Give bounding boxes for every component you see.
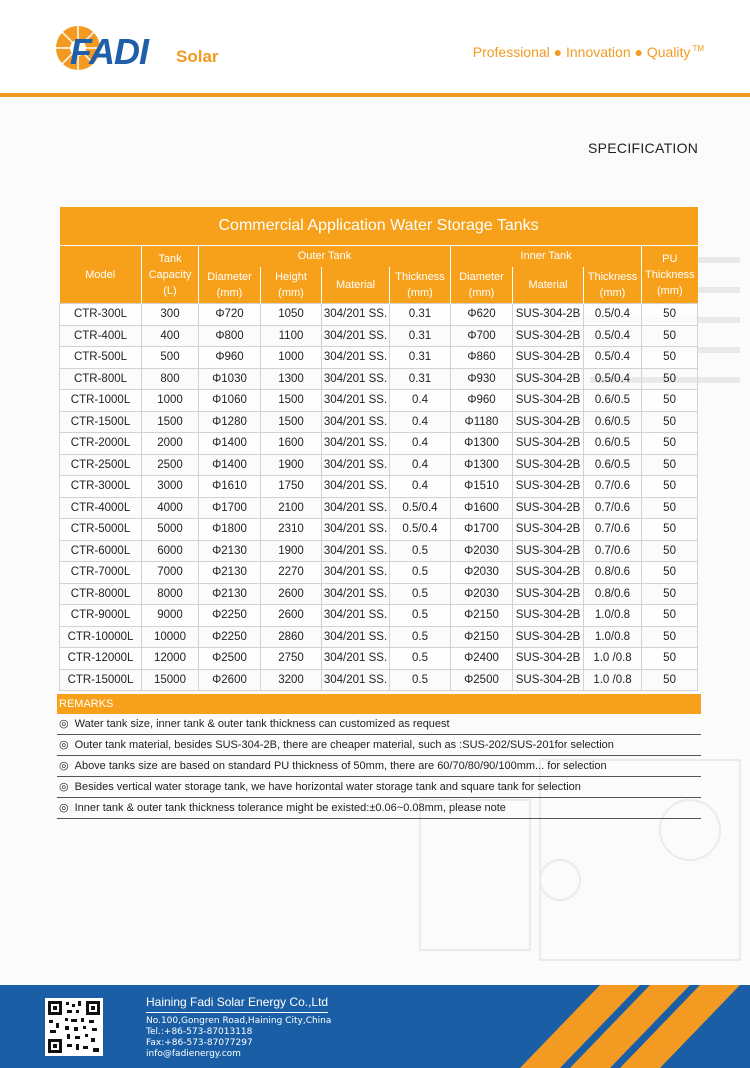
cell-pu-thickness: 50: [642, 562, 698, 584]
header-inner-diameter-label: Diameter: [459, 270, 504, 283]
cell-inner-diameter: Φ1180: [451, 411, 513, 433]
cell-inner-thickness: 0.7/0.6: [584, 476, 642, 498]
footer-company-name: Haining Fadi Solar Energy Co.,Ltd: [146, 995, 329, 1009]
cell-pu-thickness: 50: [642, 648, 698, 670]
cell-outer-material: 304/201 SS.: [322, 411, 390, 433]
cell-inner-material: SUS-304-2B: [513, 626, 584, 648]
cell-model: CTR-500L: [60, 347, 142, 369]
cell-inner-material: SUS-304-2B: [513, 605, 584, 627]
table-row: [60, 626, 698, 648]
cell-outer-diameter: Φ800: [199, 325, 261, 347]
cell-outer-material: 304/201 SS.: [322, 433, 390, 455]
logo-brand-sub: Solar: [176, 47, 219, 66]
cell-outer-diameter: Φ960: [199, 347, 261, 369]
remark-item: [57, 798, 701, 819]
cell-outer-diameter: Φ1400: [199, 454, 261, 476]
cell-inner-material: SUS-304-2B: [513, 304, 584, 326]
cell-inner-diameter: Φ1510: [451, 476, 513, 498]
cell-outer-height: 3200: [261, 669, 322, 691]
footer-divider: [146, 1012, 328, 1013]
header-pu-l2: Thickness: [645, 268, 695, 281]
cell-capacity: 1000: [142, 390, 199, 412]
table-row: [60, 304, 698, 326]
cell-capacity: 300: [142, 304, 199, 326]
header-inner-thickness: [584, 267, 642, 304]
header-inner-diameter: [451, 267, 513, 304]
cell-model: CTR-2500L: [60, 454, 142, 476]
cell-outer-height: 1900: [261, 540, 322, 562]
cell-inner-material: SUS-304-2B: [513, 347, 584, 369]
cell-model: CTR-800L: [60, 368, 142, 390]
cell-outer-height: 1300: [261, 368, 322, 390]
logo-brand-text: FADI: [70, 31, 149, 72]
cell-inner-material: SUS-304-2B: [513, 497, 584, 519]
specification-title: SPECIFICATION: [588, 140, 699, 156]
cell-inner-thickness: 0.7/0.6: [584, 540, 642, 562]
table-row: [60, 497, 698, 519]
cell-outer-material: 304/201 SS.: [322, 583, 390, 605]
cell-model: CTR-2000L: [60, 433, 142, 455]
cell-pu-thickness: 50: [642, 411, 698, 433]
header-outer-diameter-label: Diameter: [207, 270, 252, 283]
remarks-list: [57, 714, 701, 819]
remark-bullet-icon: ◎: [59, 718, 69, 730]
cell-inner-thickness: 0.6/0.5: [584, 454, 642, 476]
footer-fax: Fax:+86-573-87077297: [146, 1038, 253, 1048]
cell-inner-thickness: 0.5/0.4: [584, 304, 642, 326]
cell-inner-diameter: Φ1300: [451, 454, 513, 476]
cell-outer-material: 304/201 SS.: [322, 648, 390, 670]
header-tank-capacity-l2: Capacity: [148, 268, 192, 281]
cell-model: CTR-300L: [60, 304, 142, 326]
cell-pu-thickness: 50: [642, 347, 698, 369]
cell-outer-height: 1500: [261, 390, 322, 412]
cell-outer-material: 304/201 SS.: [322, 519, 390, 541]
cell-outer-diameter: Φ2500: [199, 648, 261, 670]
cell-outer-diameter: Φ1400: [199, 433, 261, 455]
cell-outer-height: 2270: [261, 562, 322, 584]
page-header: [0, 0, 750, 95]
cell-inner-material: SUS-304-2B: [513, 411, 584, 433]
cell-inner-thickness: 0.8/0.6: [584, 562, 642, 584]
cell-outer-thickness: 0.5: [390, 669, 451, 691]
cell-outer-material: 304/201 SS.: [322, 304, 390, 326]
cell-inner-thickness: 1.0 /0.8: [584, 669, 642, 691]
cell-outer-diameter: Φ720: [199, 304, 261, 326]
header-outer-height: [261, 267, 322, 304]
header-divider: [0, 93, 750, 97]
cell-inner-thickness: 0.6/0.5: [584, 433, 642, 455]
cell-outer-material: 304/201 SS.: [322, 368, 390, 390]
cell-pu-thickness: 50: [642, 583, 698, 605]
table-row: [60, 411, 698, 433]
cell-outer-material: 304/201 SS.: [322, 626, 390, 648]
cell-inner-diameter: Φ1700: [451, 519, 513, 541]
table-row: [60, 476, 698, 498]
header-outer-thickness-label: Thickness: [395, 270, 445, 283]
cell-outer-height: 2600: [261, 583, 322, 605]
cell-outer-height: 1600: [261, 433, 322, 455]
cell-model: CTR-3000L: [60, 476, 142, 498]
cell-outer-height: 1750: [261, 476, 322, 498]
cell-pu-thickness: 50: [642, 626, 698, 648]
cell-capacity: 5000: [142, 519, 199, 541]
cell-inner-thickness: 0.8/0.6: [584, 583, 642, 605]
cell-outer-height: 2310: [261, 519, 322, 541]
table-row: [60, 368, 698, 390]
cell-outer-thickness: 0.4: [390, 411, 451, 433]
cell-outer-material: 304/201 SS.: [322, 390, 390, 412]
cell-capacity: 15000: [142, 669, 199, 691]
remark-item: [57, 777, 701, 798]
cell-outer-thickness: 0.31: [390, 347, 451, 369]
cell-capacity: 800: [142, 368, 199, 390]
cell-inner-diameter: Φ1600: [451, 497, 513, 519]
cell-outer-height: 2100: [261, 497, 322, 519]
cell-outer-material: 304/201 SS.: [322, 325, 390, 347]
cell-outer-thickness: 0.5/0.4: [390, 519, 451, 541]
cell-outer-thickness: 0.5: [390, 562, 451, 584]
header-inner-tank: Inner Tank: [451, 246, 642, 267]
page-footer: [0, 985, 750, 1068]
remark-item: [57, 756, 701, 777]
cell-inner-thickness: 0.6/0.5: [584, 411, 642, 433]
cell-inner-thickness: 0.7/0.6: [584, 519, 642, 541]
cell-capacity: 6000: [142, 540, 199, 562]
cell-inner-material: SUS-304-2B: [513, 433, 584, 455]
remark-text: Water tank size, inner tank & outer tank thickness can customized as request: [74, 718, 450, 730]
cell-outer-diameter: Φ2130: [199, 562, 261, 584]
cell-outer-thickness: 0.4: [390, 390, 451, 412]
cell-outer-diameter: Φ1610: [199, 476, 261, 498]
cell-outer-material: 304/201 SS.: [322, 605, 390, 627]
header-pu-thickness: [642, 246, 698, 304]
cell-outer-height: 2750: [261, 648, 322, 670]
header-inner-diameter-unit: (mm): [468, 286, 495, 299]
footer-email[interactable]: info@fadienergy.com: [146, 1049, 241, 1059]
footer-stripes: [0, 985, 750, 1068]
cell-outer-height: 2860: [261, 626, 322, 648]
remark-text: Besides vertical water storage tank, we have horizontal water storage tank and square tank for selection: [74, 781, 581, 793]
header-pu-l3: (mm): [656, 284, 683, 297]
cell-inner-diameter: Φ2400: [451, 648, 513, 670]
cell-inner-thickness: 1.0 /0.8: [584, 648, 642, 670]
cell-inner-thickness: 0.7/0.6: [584, 497, 642, 519]
cell-inner-thickness: 0.5/0.4: [584, 325, 642, 347]
cell-pu-thickness: 50: [642, 433, 698, 455]
cell-capacity: 10000: [142, 626, 199, 648]
cell-outer-diameter: Φ1030: [199, 368, 261, 390]
cell-pu-thickness: 50: [642, 497, 698, 519]
spec-table: [59, 207, 698, 691]
table-title: Commercial Application Water Storage Tanks: [60, 207, 698, 246]
tagline: [473, 44, 704, 60]
cell-model: CTR-8000L: [60, 583, 142, 605]
cell-outer-material: 304/201 SS.: [322, 540, 390, 562]
footer-address: No.100,Gongren Road,Haining City,China: [146, 1016, 332, 1026]
cell-inner-material: SUS-304-2B: [513, 669, 584, 691]
cell-pu-thickness: 50: [642, 476, 698, 498]
table-row: [60, 605, 698, 627]
cell-pu-thickness: 50: [642, 519, 698, 541]
cell-outer-material: 304/201 SS.: [322, 476, 390, 498]
header-pu-l1: PU: [662, 252, 678, 265]
cell-inner-material: SUS-304-2B: [513, 390, 584, 412]
header-outer-diameter: [199, 267, 261, 304]
cell-capacity: 8000: [142, 583, 199, 605]
remark-bullet-icon: ◎: [59, 739, 69, 751]
cell-outer-thickness: 0.4: [390, 454, 451, 476]
table-row: [60, 454, 698, 476]
cell-outer-thickness: 0.5/0.4: [390, 497, 451, 519]
cell-capacity: 9000: [142, 605, 199, 627]
cell-model: CTR-1500L: [60, 411, 142, 433]
header-outer-thickness-unit: (mm): [407, 286, 433, 299]
table-row: [60, 390, 698, 412]
cell-inner-material: SUS-304-2B: [513, 540, 584, 562]
cell-model: CTR-5000L: [60, 519, 142, 541]
cell-model: CTR-7000L: [60, 562, 142, 584]
table-row: [60, 433, 698, 455]
header-outer-tank: Outer Tank: [199, 246, 451, 267]
cell-outer-material: 304/201 SS.: [322, 347, 390, 369]
cell-outer-height: 1000: [261, 347, 322, 369]
cell-model: CTR-1000L: [60, 390, 142, 412]
cell-inner-material: SUS-304-2B: [513, 519, 584, 541]
cell-outer-thickness: 0.5: [390, 540, 451, 562]
cell-outer-thickness: 0.31: [390, 325, 451, 347]
cell-capacity: 400: [142, 325, 199, 347]
footer-tel: Tel.:+86-573-87013118: [146, 1027, 253, 1037]
cell-inner-diameter: Φ2030: [451, 540, 513, 562]
cell-inner-material: SUS-304-2B: [513, 583, 584, 605]
cell-model: CTR-4000L: [60, 497, 142, 519]
cell-outer-material: 304/201 SS.: [322, 562, 390, 584]
cell-capacity: 2000: [142, 433, 199, 455]
cell-model: CTR-10000L: [60, 626, 142, 648]
header-outer-thickness: [390, 267, 451, 304]
remark-bullet-icon: ◎: [59, 802, 69, 814]
table-row: [60, 540, 698, 562]
cell-outer-material: 304/201 SS.: [322, 454, 390, 476]
cell-outer-thickness: 0.31: [390, 368, 451, 390]
cell-outer-height: 1100: [261, 325, 322, 347]
tagline-text: Professional ● Innovation ● Quality: [472, 44, 691, 60]
cell-outer-diameter: Φ2250: [199, 605, 261, 627]
cell-inner-diameter: Φ2150: [451, 626, 513, 648]
cell-inner-material: SUS-304-2B: [513, 562, 584, 584]
cell-inner-diameter: Φ930: [451, 368, 513, 390]
cell-outer-height: 2600: [261, 605, 322, 627]
header-tank-capacity-l3: (L): [163, 284, 177, 297]
cell-outer-height: 1500: [261, 411, 322, 433]
table-row: [60, 562, 698, 584]
cell-inner-material: SUS-304-2B: [513, 368, 584, 390]
cell-outer-thickness: 0.5: [390, 583, 451, 605]
cell-outer-diameter: Φ1060: [199, 390, 261, 412]
cell-inner-diameter: Φ2150: [451, 605, 513, 627]
cell-inner-thickness: 0.6/0.5: [584, 390, 642, 412]
cell-model: CTR-12000L: [60, 648, 142, 670]
cell-inner-diameter: Φ1300: [451, 433, 513, 455]
cell-outer-diameter: Φ2130: [199, 540, 261, 562]
cell-pu-thickness: 50: [642, 368, 698, 390]
cell-inner-material: SUS-304-2B: [513, 454, 584, 476]
header-inner-thickness-label: Thickness: [587, 270, 638, 283]
qr-code: [45, 998, 103, 1056]
cell-capacity: 7000: [142, 562, 199, 584]
cell-inner-diameter: Φ620: [451, 304, 513, 326]
cell-inner-diameter: Φ960: [451, 390, 513, 412]
remark-item: [57, 714, 701, 735]
table-row: [60, 519, 698, 541]
cell-outer-diameter: Φ1280: [199, 411, 261, 433]
header-outer-height-unit: (mm): [278, 286, 304, 299]
remark-item: [57, 735, 701, 756]
header-inner-thickness-unit: (mm): [599, 286, 626, 299]
table-row: [60, 583, 698, 605]
cell-inner-material: SUS-304-2B: [513, 325, 584, 347]
cell-outer-diameter: Φ1800: [199, 519, 261, 541]
cell-capacity: 1500: [142, 411, 199, 433]
cell-capacity: 500: [142, 347, 199, 369]
cell-capacity: 3000: [142, 476, 199, 498]
cell-outer-diameter: Φ2250: [199, 626, 261, 648]
cell-outer-height: 1900: [261, 454, 322, 476]
cell-pu-thickness: 50: [642, 325, 698, 347]
header-inner-material: Material: [513, 267, 584, 304]
cell-pu-thickness: 50: [642, 454, 698, 476]
cell-inner-thickness: 0.5/0.4: [584, 347, 642, 369]
cell-outer-diameter: Φ1700: [199, 497, 261, 519]
cell-capacity: 4000: [142, 497, 199, 519]
remark-text: Above tanks size are based on standard PU thickness of 50mm, there are 60/70/80/90/100mm... for selection: [74, 760, 607, 772]
cell-model: CTR-400L: [60, 325, 142, 347]
header-model: Model: [60, 246, 142, 304]
cell-outer-thickness: 0.4: [390, 433, 451, 455]
spec-table-body: [60, 304, 698, 691]
cell-outer-material: 304/201 SS.: [322, 497, 390, 519]
remark-text: Inner tank & outer tank thickness tolerance might be existed:±0.06~0.08mm, please note: [74, 802, 506, 814]
cell-outer-material: 304/201 SS.: [322, 669, 390, 691]
cell-outer-thickness: 0.5: [390, 648, 451, 670]
cell-inner-material: SUS-304-2B: [513, 648, 584, 670]
cell-inner-diameter: Φ860: [451, 347, 513, 369]
cell-inner-diameter: Φ2030: [451, 583, 513, 605]
cell-inner-diameter: Φ700: [451, 325, 513, 347]
header-outer-diameter-unit: (mm): [216, 286, 243, 299]
cell-outer-diameter: Φ2600: [199, 669, 261, 691]
cell-outer-thickness: 0.4: [390, 476, 451, 498]
remark-bullet-icon: ◎: [59, 781, 69, 793]
remarks-section: [57, 694, 701, 819]
cell-pu-thickness: 50: [642, 540, 698, 562]
cell-pu-thickness: 50: [642, 304, 698, 326]
cell-pu-thickness: 50: [642, 669, 698, 691]
table-row: [60, 347, 698, 369]
cell-inner-thickness: 1.0/0.8: [584, 605, 642, 627]
cell-inner-material: SUS-304-2B: [513, 476, 584, 498]
remark-text: Outer tank material, besides SUS-304-2B, there are cheaper material, such as :SUS-202/SUS-201for selection: [74, 739, 614, 751]
cell-capacity: 2500: [142, 454, 199, 476]
cell-pu-thickness: 50: [642, 390, 698, 412]
remarks-title: REMARKS: [57, 694, 701, 714]
remark-bullet-icon: ◎: [59, 760, 69, 772]
cell-outer-diameter: Φ2130: [199, 583, 261, 605]
cell-outer-height: 1050: [261, 304, 322, 326]
cell-inner-diameter: Φ2500: [451, 669, 513, 691]
cell-outer-thickness: 0.31: [390, 304, 451, 326]
cell-model: CTR-6000L: [60, 540, 142, 562]
cell-model: CTR-9000L: [60, 605, 142, 627]
cell-model: CTR-15000L: [60, 669, 142, 691]
table-row: [60, 669, 698, 691]
cell-outer-thickness: 0.5: [390, 605, 451, 627]
cell-inner-diameter: Φ2030: [451, 562, 513, 584]
cell-pu-thickness: 50: [642, 605, 698, 627]
cell-capacity: 12000: [142, 648, 199, 670]
cell-outer-thickness: 0.5: [390, 626, 451, 648]
table-row: [60, 325, 698, 347]
cell-inner-thickness: 1.0/0.8: [584, 626, 642, 648]
fadi-solar-logo: [48, 18, 248, 82]
table-row: [60, 648, 698, 670]
trademark: TM: [692, 44, 704, 54]
cell-inner-thickness: 0.5/0.4: [584, 368, 642, 390]
header-tank-capacity-l1: Tank: [158, 252, 182, 265]
header-tank-capacity: [142, 246, 199, 304]
header-outer-height-label: Height: [275, 270, 307, 283]
header-outer-material: Material: [322, 267, 390, 304]
